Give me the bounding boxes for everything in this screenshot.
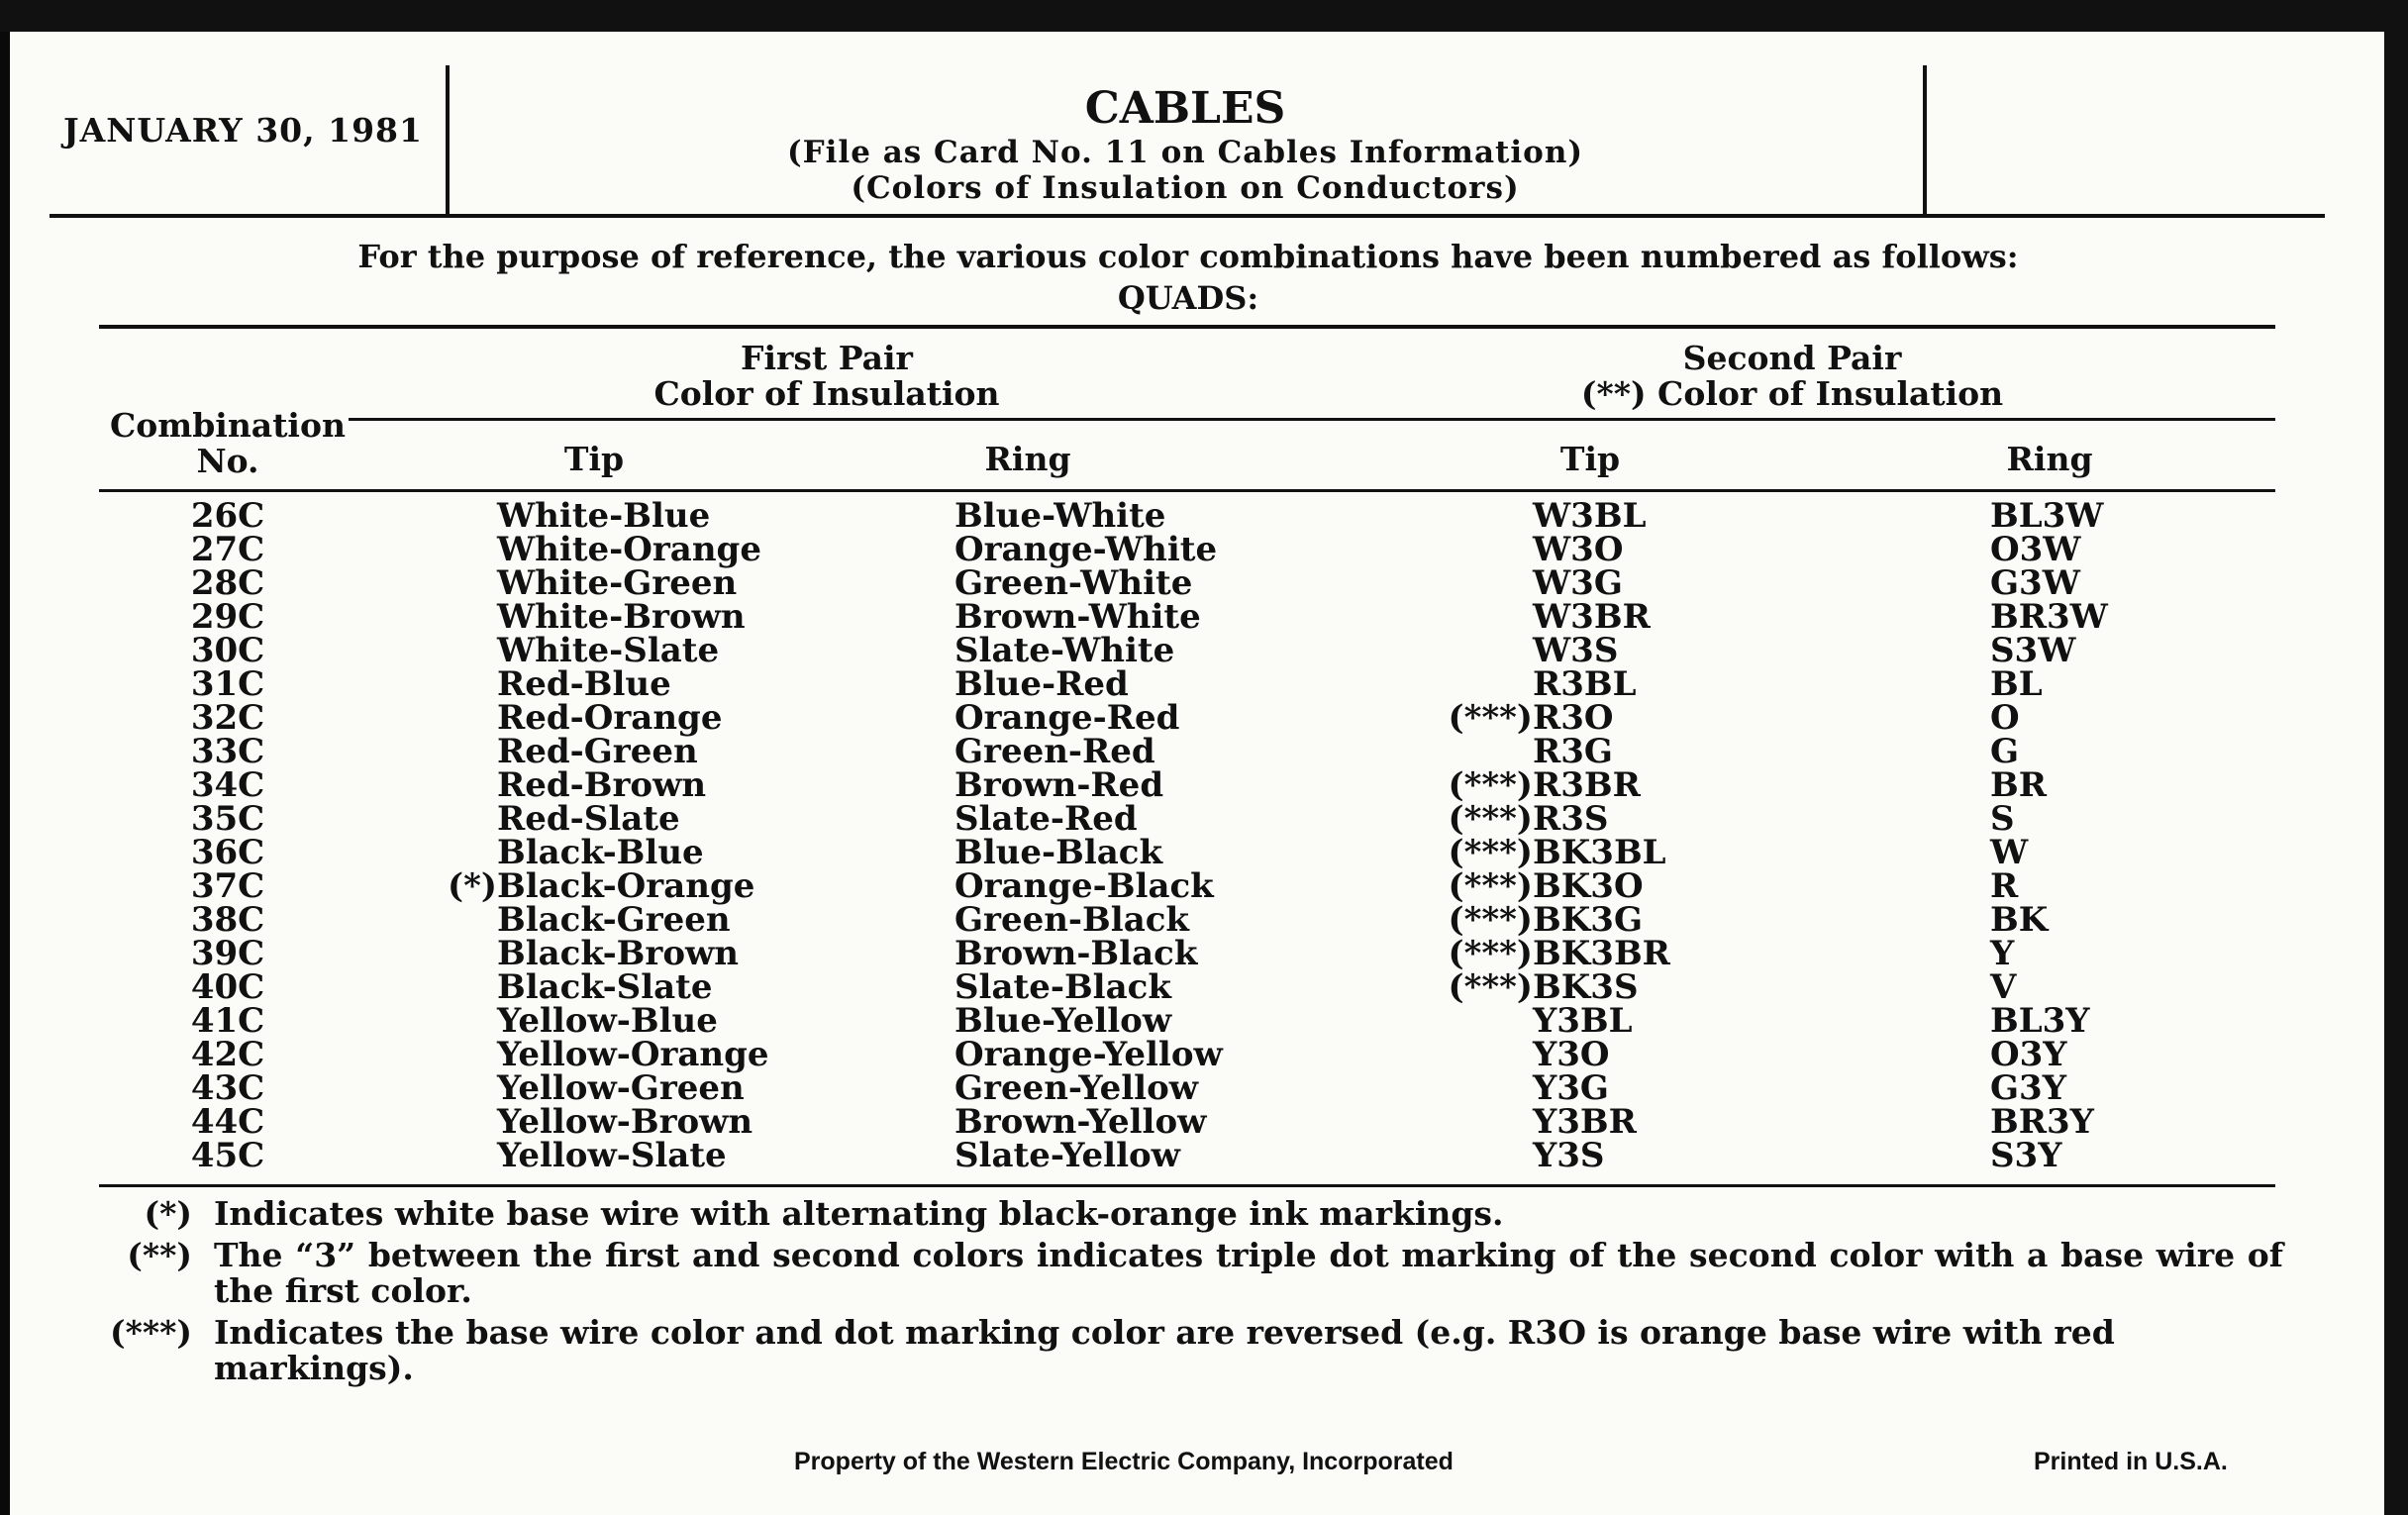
first-ring-cell: Brown-Yellow <box>954 1102 1207 1142</box>
second-ring-cell: V <box>1990 967 2017 1007</box>
combination-no-cell: 37C <box>190 866 265 906</box>
first-ring-header: Ring <box>984 440 1071 478</box>
second-tip-header: Tip <box>1559 440 1621 478</box>
first-pair-header <box>554 341 1099 412</box>
first-tip-cell: Black-Slate <box>497 967 713 1007</box>
first-ring-cell: Orange-Yellow <box>954 1035 1223 1074</box>
first-ring-cell: Green-Yellow <box>954 1068 1199 1108</box>
second-ring-cell: BK <box>1990 900 2049 940</box>
first-tip-cell: Red-Brown <box>497 765 707 805</box>
first-ring-cell: Blue-White <box>954 496 1166 536</box>
footnote-marker: (*) <box>144 1194 192 1233</box>
second-tip-cell: Y3BL <box>1533 1001 1633 1041</box>
second-tip-marker: (***) <box>1448 934 1533 973</box>
first-pair-header-line1: First Pair <box>741 339 913 377</box>
header-title-block <box>448 83 1923 206</box>
second-tip-cell: R3BL <box>1533 664 1637 704</box>
second-ring-cell: BL3Y <box>1990 1001 2090 1041</box>
combination-no-cell: 40C <box>190 967 265 1007</box>
second-ring-cell: G3W <box>1990 563 2080 603</box>
table-row <box>0 530 2408 569</box>
combination-header-line1: Combination <box>110 406 346 445</box>
first-tip-cell: Red-Green <box>497 732 698 771</box>
second-tip-cell: W3BR <box>1533 597 1651 637</box>
table-row <box>0 833 2408 872</box>
second-tip-cell: BK3BR <box>1533 934 1670 973</box>
table-row <box>0 698 2408 738</box>
combination-no-cell: 42C <box>190 1035 265 1074</box>
first-ring-cell: Slate-Red <box>954 799 1138 839</box>
second-ring-header: Ring <box>2006 440 2093 478</box>
first-tip-cell: Yellow-Slate <box>497 1136 727 1175</box>
first-tip-cell: Yellow-Brown <box>497 1102 753 1142</box>
first-ring-cell: Brown-White <box>954 597 1201 637</box>
footnote-text: Indicates the base wire color and dot marking color are reversed (e.g. R3O is orange base wire with red markings). <box>214 1313 2115 1387</box>
first-tip-cell: Black-Blue <box>497 833 704 872</box>
second-tip-cell: W3O <box>1533 530 1624 569</box>
page-title: CABLES <box>1084 83 1286 134</box>
second-ring-cell: BR <box>1990 765 2047 805</box>
second-tip-cell: W3S <box>1533 631 1619 670</box>
combination-no-cell: 43C <box>190 1068 265 1108</box>
second-ring-cell: G3Y <box>1990 1068 2066 1108</box>
first-tip-cell: Red-Blue <box>497 664 671 704</box>
second-ring-cell: W <box>1990 833 2029 872</box>
first-tip-cell: Black-Green <box>497 900 731 940</box>
combination-no-cell: 34C <box>190 765 265 805</box>
second-tip-cell: W3BL <box>1533 496 1647 536</box>
footnote-marker: (***) <box>110 1313 192 1352</box>
combination-no-cell: 41C <box>190 1001 265 1041</box>
section-label: QUADS: <box>1117 279 1259 317</box>
first-ring-cell: Orange-White <box>954 530 1218 569</box>
page-subtitle-colors: (Colors of Insulation on Conductors) <box>851 170 1520 206</box>
table-top-rule <box>99 325 2275 329</box>
first-ring-cell: Orange-Black <box>954 866 1214 906</box>
table-bottom-rule <box>99 1184 2275 1187</box>
combination-no-cell: 38C <box>190 900 265 940</box>
footnote-2 <box>95 1238 2283 1309</box>
printed-notice: Printed in U.S.A. <box>2034 1448 2228 1475</box>
second-tip-marker: (***) <box>1448 866 1533 906</box>
second-ring-cell: BL3W <box>1990 496 2104 536</box>
footnote-text: Indicates white base wire with alternating black-orange ink markings. <box>214 1194 1504 1233</box>
combination-no-cell: 45C <box>190 1136 265 1175</box>
intro-text: For the purpose of reference, the various color combinations have been numbered as follows: <box>357 238 2019 275</box>
first-tip-cell: White-Brown <box>497 597 746 637</box>
property-notice: Property of the Western Electric Company, Incorporated <box>794 1448 1454 1475</box>
first-tip-cell: Red-Orange <box>497 698 723 738</box>
second-tip-cell: BK3BL <box>1533 833 1666 872</box>
footnotes <box>95 1196 2283 1392</box>
second-ring-cell: S3Y <box>1990 1136 2062 1175</box>
table-row <box>0 597 2408 637</box>
combination-no-cell: 28C <box>190 563 265 603</box>
table-row <box>0 934 2408 973</box>
footnote-1 <box>95 1196 2283 1232</box>
header-divider-right <box>1923 65 1927 214</box>
second-tip-marker: (***) <box>1448 833 1533 872</box>
table-row <box>0 496 2408 536</box>
second-tip-cell: R3S <box>1533 799 1609 839</box>
table-row <box>0 765 2408 805</box>
first-ring-cell: Brown-Black <box>954 934 1198 973</box>
combination-header-line2: No. <box>196 442 259 480</box>
page-subtitle-file: (File as Card No. 11 on Cables Information) <box>786 135 1584 170</box>
second-tip-cell: R3BR <box>1533 765 1641 805</box>
combination-header <box>99 408 356 479</box>
first-tip-cell: Black-Orange <box>497 866 755 906</box>
second-tip-cell: R3O <box>1533 698 1614 738</box>
first-ring-cell: Green-Black <box>954 900 1189 940</box>
document-date: JANUARY 30, 1981 <box>63 111 423 150</box>
intro-block <box>99 236 2277 319</box>
column-group-rule <box>349 418 2275 421</box>
first-ring-cell: Brown-Red <box>954 765 1164 805</box>
second-ring-cell: BL <box>1990 664 2043 704</box>
second-tip-cell: Y3BR <box>1533 1102 1637 1142</box>
first-ring-cell: Green-Red <box>954 732 1155 771</box>
second-tip-marker: (***) <box>1448 698 1533 738</box>
second-ring-cell: O <box>1990 698 2020 738</box>
second-tip-cell: BK3O <box>1533 866 1644 906</box>
second-tip-cell: BK3G <box>1533 900 1643 940</box>
first-tip-marker: (*) <box>448 866 497 906</box>
second-tip-cell: Y3O <box>1533 1035 1610 1074</box>
first-tip-cell: Black-Brown <box>497 934 739 973</box>
combination-no-cell: 26C <box>190 496 265 536</box>
second-tip-cell: BK3S <box>1533 967 1639 1007</box>
table-row <box>0 967 2408 1007</box>
second-ring-cell: O3Y <box>1990 1035 2067 1074</box>
combination-no-cell: 27C <box>190 530 265 569</box>
table-row <box>0 664 2408 704</box>
second-ring-cell: O3W <box>1990 530 2081 569</box>
second-pair-header <box>1545 341 2040 412</box>
second-tip-marker: (***) <box>1448 765 1533 805</box>
table-row <box>0 1001 2408 1041</box>
footnote-3 <box>95 1315 2283 1386</box>
second-tip-cell: R3G <box>1533 732 1613 771</box>
footnote-text: The “3” between the first and second colors indicates triple dot marking of the second color with a base wire of the first color. <box>214 1236 2283 1310</box>
second-ring-cell: R <box>1990 866 2019 906</box>
first-tip-cell: White-Blue <box>497 496 711 536</box>
combination-no-cell: 39C <box>190 934 265 973</box>
header-bottom-rule <box>99 489 2275 492</box>
second-tip-marker: (***) <box>1448 900 1533 940</box>
first-ring-cell: Orange-Red <box>954 698 1180 738</box>
table-row <box>0 631 2408 670</box>
table-row <box>0 866 2408 906</box>
combination-no-cell: 30C <box>190 631 265 670</box>
combination-no-cell: 35C <box>190 799 265 839</box>
second-ring-cell: Y <box>1990 934 2015 973</box>
combination-no-cell: 32C <box>190 698 265 738</box>
table-row <box>0 732 2408 771</box>
first-ring-cell: Slate-Black <box>954 967 1171 1007</box>
first-ring-cell: Slate-Yellow <box>954 1136 1180 1175</box>
scan-border-top <box>0 0 2408 32</box>
table-row <box>0 1035 2408 1074</box>
combination-no-cell: 36C <box>190 833 265 872</box>
table-row <box>0 1136 2408 1175</box>
second-ring-cell: S <box>1990 799 2015 839</box>
combination-no-cell: 33C <box>190 732 265 771</box>
table-row <box>0 1102 2408 1142</box>
second-ring-cell: BR3W <box>1990 597 2108 637</box>
first-tip-cell: White-Slate <box>497 631 720 670</box>
first-tip-cell: Yellow-Green <box>497 1068 745 1108</box>
table-row <box>0 900 2408 940</box>
first-tip-cell: Yellow-Blue <box>497 1001 718 1041</box>
table-row <box>0 1068 2408 1108</box>
combination-no-cell: 44C <box>190 1102 265 1142</box>
second-ring-cell: S3W <box>1990 631 2076 670</box>
table-row <box>0 799 2408 839</box>
first-ring-cell: Blue-Red <box>954 664 1129 704</box>
first-ring-cell: Blue-Black <box>954 833 1163 872</box>
footnote-marker: (**) <box>127 1236 192 1274</box>
second-pair-header-line1: Second Pair <box>1682 339 1902 377</box>
first-tip-cell: Red-Slate <box>497 799 680 839</box>
second-ring-cell: BR3Y <box>1990 1102 2094 1142</box>
first-ring-cell: Slate-White <box>954 631 1175 670</box>
combination-no-cell: 29C <box>190 597 265 637</box>
second-tip-cell: Y3S <box>1533 1136 1605 1175</box>
second-tip-marker: (***) <box>1448 967 1533 1007</box>
first-ring-cell: Blue-Yellow <box>954 1001 1172 1041</box>
first-tip-cell: Yellow-Orange <box>497 1035 769 1074</box>
second-tip-cell: W3G <box>1533 563 1623 603</box>
second-tip-cell: Y3G <box>1533 1068 1609 1108</box>
first-tip-cell: White-Green <box>497 563 738 603</box>
second-pair-header-line2: (**) Color of Insulation <box>1580 374 2004 413</box>
header-rule <box>50 214 2325 218</box>
first-ring-cell: Green-White <box>954 563 1193 603</box>
first-pair-header-line2: Color of Insulation <box>653 374 1000 413</box>
first-tip-cell: White-Orange <box>497 530 761 569</box>
combination-no-cell: 31C <box>190 664 265 704</box>
second-ring-cell: G <box>1990 732 2020 771</box>
second-tip-marker: (***) <box>1448 799 1533 839</box>
first-tip-header: Tip <box>563 440 625 478</box>
table-row <box>0 563 2408 603</box>
